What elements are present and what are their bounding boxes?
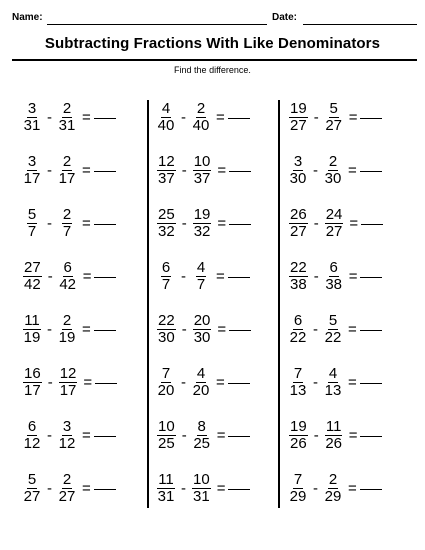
instructions: Find the difference. <box>174 65 251 75</box>
subtrahend-fraction <box>57 207 77 240</box>
numerator: 2 <box>196 99 206 117</box>
minus-sign: - <box>181 214 187 232</box>
problem-item <box>22 309 150 349</box>
minus-sign: - <box>181 426 187 444</box>
numerator: 2 <box>328 152 338 170</box>
minuend-fraction <box>22 101 42 134</box>
numerator: 24 <box>325 205 343 223</box>
denominator: 7 <box>161 275 171 293</box>
equals-sign: = <box>217 214 227 232</box>
minuend-fraction <box>288 207 309 240</box>
answer-blank[interactable] <box>360 383 382 384</box>
title-divider <box>12 59 417 61</box>
minuend-fraction <box>288 419 309 452</box>
subtrahend-fraction <box>323 313 343 346</box>
minuend-fraction <box>288 154 308 187</box>
subtrahend-fraction <box>324 101 344 134</box>
minus-sign: - <box>47 108 52 126</box>
date-field[interactable] <box>303 24 417 25</box>
answer-blank[interactable] <box>360 171 382 172</box>
numerator: 12 <box>158 152 175 170</box>
subtrahend-fraction <box>324 260 344 293</box>
answer-blank[interactable] <box>229 330 251 331</box>
denominator: 31 <box>193 487 210 505</box>
problem-item <box>288 150 416 190</box>
denominator: 31 <box>23 116 41 134</box>
numerator: 5 <box>329 99 338 117</box>
minuend-fraction <box>22 419 42 452</box>
denominator: 22 <box>324 328 342 346</box>
minuend-fraction <box>22 472 42 505</box>
minus-sign: - <box>313 267 319 285</box>
minus-sign: - <box>181 161 187 179</box>
answer-blank[interactable] <box>228 118 250 119</box>
problem-item <box>288 256 416 296</box>
numerator: 3 <box>293 152 303 170</box>
numerator: 19 <box>290 99 307 117</box>
problem-item <box>156 97 284 137</box>
denominator: 42 <box>59 275 77 293</box>
numerator: 3 <box>62 417 72 435</box>
numerator: 5 <box>27 470 37 488</box>
problem-item <box>288 203 416 243</box>
minus-sign: - <box>47 479 52 497</box>
equals-sign: = <box>217 320 227 338</box>
name-label: Name: <box>12 12 43 23</box>
subtrahend-fraction <box>192 313 213 346</box>
denominator: 27 <box>325 116 343 134</box>
minus-sign: - <box>47 267 53 285</box>
denominator: 38 <box>290 275 307 293</box>
numerator: 6 <box>293 311 303 329</box>
denominator: 17 <box>23 169 41 187</box>
numerator: 12 <box>59 364 77 382</box>
denominator: 26 <box>325 434 343 452</box>
denominator: 30 <box>324 169 342 187</box>
answer-blank[interactable] <box>360 436 382 437</box>
numerator: 19 <box>193 205 211 223</box>
numerator: 2 <box>328 470 338 488</box>
subtrahend-fraction <box>192 419 212 452</box>
answer-blank[interactable] <box>360 489 382 490</box>
numerator: 22 <box>158 311 175 329</box>
denominator: 32 <box>193 222 211 240</box>
answer-blank[interactable] <box>360 330 382 331</box>
minuend-fraction <box>156 260 176 293</box>
denominator: 7 <box>27 222 37 240</box>
denominator: 17 <box>59 381 77 399</box>
problem-item <box>22 150 150 190</box>
minus-sign: - <box>181 320 187 338</box>
answer-blank[interactable] <box>229 224 251 225</box>
problem-item <box>22 256 150 296</box>
numerator: 22 <box>290 258 307 276</box>
numerator: 4 <box>196 364 206 382</box>
equals-sign: = <box>82 161 91 179</box>
numerator: 11 <box>325 417 342 435</box>
numerator: 2 <box>62 470 72 488</box>
denominator: 29 <box>324 487 342 505</box>
numerator: 2 <box>62 152 72 170</box>
numerator: 10 <box>193 470 210 488</box>
problem-item <box>22 97 150 137</box>
minus-sign: - <box>181 108 186 126</box>
equals-sign: = <box>82 426 91 444</box>
minuend-fraction <box>156 207 177 240</box>
denominator: 13 <box>324 381 342 399</box>
minuend-fraction <box>288 472 308 505</box>
problem-item <box>288 309 416 349</box>
subtrahend-fraction <box>191 260 211 293</box>
subtrahend-fraction <box>323 154 343 187</box>
answer-blank[interactable] <box>94 489 116 490</box>
numerator: 5 <box>27 205 37 223</box>
problem-item <box>22 415 150 455</box>
minuend-fraction <box>22 366 43 399</box>
problem-item <box>156 362 284 402</box>
minuend-fraction <box>288 366 308 399</box>
denominator: 25 <box>193 434 211 452</box>
subtrahend-fraction <box>323 472 343 505</box>
equals-sign: = <box>348 373 357 391</box>
equals-sign: = <box>349 214 359 232</box>
denominator: 30 <box>158 328 175 346</box>
denominator: 27 <box>325 222 343 240</box>
numerator: 3 <box>27 152 37 170</box>
numerator: 6 <box>27 417 37 435</box>
answer-blank[interactable] <box>94 330 116 331</box>
equals-sign: = <box>348 320 357 338</box>
minuend-fraction <box>288 313 308 346</box>
minus-sign: - <box>313 161 318 179</box>
numerator: 6 <box>329 258 338 276</box>
problem-item <box>22 362 150 402</box>
date-label: Date: <box>272 12 298 23</box>
subtrahend-fraction <box>57 472 77 505</box>
denominator: 40 <box>192 116 210 134</box>
numerator: 11 <box>24 311 40 329</box>
minus-sign: - <box>47 161 52 179</box>
denominator: 37 <box>158 169 175 187</box>
equals-sign: = <box>348 479 357 497</box>
numerator: 26 <box>290 205 307 223</box>
subtrahend-fraction <box>58 260 78 293</box>
worksheet-header <box>0 12 425 28</box>
denominator: 42 <box>24 275 41 293</box>
minus-sign: - <box>47 320 52 338</box>
answer-blank[interactable] <box>94 171 116 172</box>
numerator: 27 <box>24 258 41 276</box>
numerator: 2 <box>62 205 72 223</box>
minus-sign: - <box>313 373 318 391</box>
subtrahend-fraction <box>191 472 212 505</box>
numerator: 25 <box>158 205 175 223</box>
numerator: 2 <box>62 99 72 117</box>
minus-sign: - <box>313 108 319 126</box>
denominator: 17 <box>58 169 76 187</box>
equals-sign: = <box>82 320 91 338</box>
answer-blank[interactable] <box>228 383 250 384</box>
equals-sign: = <box>82 267 92 285</box>
denominator: 32 <box>158 222 175 240</box>
numerator: 10 <box>193 152 211 170</box>
minuend-fraction <box>156 366 176 399</box>
denominator: 13 <box>289 381 307 399</box>
minus-sign: - <box>181 267 186 285</box>
denominator: 27 <box>290 222 307 240</box>
numerator: 3 <box>27 99 37 117</box>
answer-blank[interactable] <box>228 277 250 278</box>
denominator: 37 <box>193 169 211 187</box>
denominator: 27 <box>23 487 41 505</box>
minuend-fraction <box>156 154 177 187</box>
equals-sign: = <box>348 161 357 179</box>
answer-blank[interactable] <box>228 489 250 490</box>
subtrahend-fraction <box>57 154 77 187</box>
numerator: 5 <box>328 311 338 329</box>
numerator: 20 <box>193 311 211 329</box>
equals-sign: = <box>216 426 226 444</box>
denominator: 26 <box>290 434 307 452</box>
minuend-fraction <box>22 260 43 293</box>
minuend-fraction <box>288 260 309 293</box>
minuend-fraction <box>156 472 176 505</box>
numerator: 4 <box>161 99 171 117</box>
minus-sign: - <box>313 214 319 232</box>
answer-blank[interactable] <box>360 277 382 278</box>
name-field[interactable] <box>47 24 267 25</box>
minuend-fraction <box>288 101 309 134</box>
denominator: 27 <box>290 116 307 134</box>
numerator: 2 <box>62 311 72 329</box>
problem-item <box>288 362 416 402</box>
equals-sign: = <box>83 373 93 391</box>
numerator: 8 <box>197 417 206 435</box>
numerator: 7 <box>293 470 303 488</box>
denominator: 20 <box>192 381 210 399</box>
problem-item <box>288 415 416 455</box>
denominator: 40 <box>157 116 175 134</box>
denominator: 7 <box>196 275 206 293</box>
minus-sign: - <box>313 320 318 338</box>
denominator: 12 <box>23 434 41 452</box>
answer-blank[interactable] <box>361 224 383 225</box>
minuend-fraction <box>156 101 176 134</box>
denominator: 19 <box>23 328 41 346</box>
answer-blank[interactable] <box>229 171 251 172</box>
minuend-fraction <box>22 313 42 346</box>
equals-sign: = <box>216 373 225 391</box>
answer-blank[interactable] <box>228 436 250 437</box>
problem-item <box>156 415 284 455</box>
denominator: 30 <box>193 328 211 346</box>
denominator: 7 <box>62 222 72 240</box>
subtrahend-fraction <box>192 207 213 240</box>
subtrahend-fraction <box>192 154 213 187</box>
numerator: 16 <box>24 364 41 382</box>
equals-sign: = <box>82 214 91 232</box>
numerator: 19 <box>290 417 307 435</box>
denominator: 27 <box>58 487 76 505</box>
minus-sign: - <box>181 479 186 497</box>
denominator: 22 <box>289 328 307 346</box>
equals-sign: = <box>348 426 358 444</box>
problem-item <box>288 468 416 508</box>
equals-sign: = <box>348 267 358 285</box>
minuend-fraction <box>22 154 42 187</box>
numerator: 6 <box>63 258 72 276</box>
denominator: 30 <box>289 169 307 187</box>
minus-sign: - <box>181 373 186 391</box>
equals-sign: = <box>217 161 227 179</box>
numerator: 4 <box>196 258 206 276</box>
subtrahend-fraction <box>57 313 77 346</box>
problem-item <box>22 468 150 508</box>
problem-item <box>156 309 284 349</box>
numerator: 6 <box>161 258 171 276</box>
subtrahend-fraction <box>324 207 345 240</box>
subtrahend-fraction <box>324 419 344 452</box>
equals-sign: = <box>216 479 226 497</box>
minus-sign: - <box>47 373 53 391</box>
equals-sign: = <box>216 267 225 285</box>
subtrahend-fraction <box>58 366 79 399</box>
denominator: 31 <box>58 116 76 134</box>
denominator: 12 <box>58 434 76 452</box>
equals-sign: = <box>348 108 358 126</box>
numerator: 10 <box>158 417 175 435</box>
denominator: 25 <box>158 434 175 452</box>
problem-item <box>156 256 284 296</box>
denominator: 20 <box>157 381 175 399</box>
numerator: 4 <box>328 364 338 382</box>
numerator: 7 <box>293 364 303 382</box>
denominator: 31 <box>157 487 175 505</box>
minus-sign: - <box>313 426 319 444</box>
minuend-fraction <box>156 419 177 452</box>
page-title: Subtracting Fractions With Like Denominators <box>44 35 381 52</box>
numerator: 11 <box>158 470 174 488</box>
equals-sign: = <box>216 108 225 126</box>
numerator: 7 <box>161 364 171 382</box>
problem-item <box>156 203 284 243</box>
answer-blank[interactable] <box>95 383 117 384</box>
problem-item <box>156 468 284 508</box>
denominator: 38 <box>325 275 343 293</box>
minus-sign: - <box>47 426 52 444</box>
problem-item <box>22 203 150 243</box>
equals-sign: = <box>82 108 91 126</box>
problem-item <box>288 97 416 137</box>
equals-sign: = <box>82 479 91 497</box>
denominator: 19 <box>58 328 76 346</box>
minus-sign: - <box>313 479 318 497</box>
minuend-fraction <box>22 207 42 240</box>
answer-blank[interactable] <box>360 118 382 119</box>
denominator: 17 <box>24 381 41 399</box>
problem-item <box>156 150 284 190</box>
answer-blank[interactable] <box>94 436 116 437</box>
denominator: 29 <box>289 487 307 505</box>
subtrahend-fraction <box>57 101 77 134</box>
subtrahend-fraction <box>191 366 211 399</box>
answer-blank[interactable] <box>94 224 116 225</box>
answer-blank[interactable] <box>94 277 116 278</box>
subtrahend-fraction <box>191 101 211 134</box>
subtrahend-fraction <box>323 366 343 399</box>
answer-blank[interactable] <box>94 118 116 119</box>
subtrahend-fraction <box>57 419 77 452</box>
minuend-fraction <box>156 313 177 346</box>
minus-sign: - <box>47 214 52 232</box>
